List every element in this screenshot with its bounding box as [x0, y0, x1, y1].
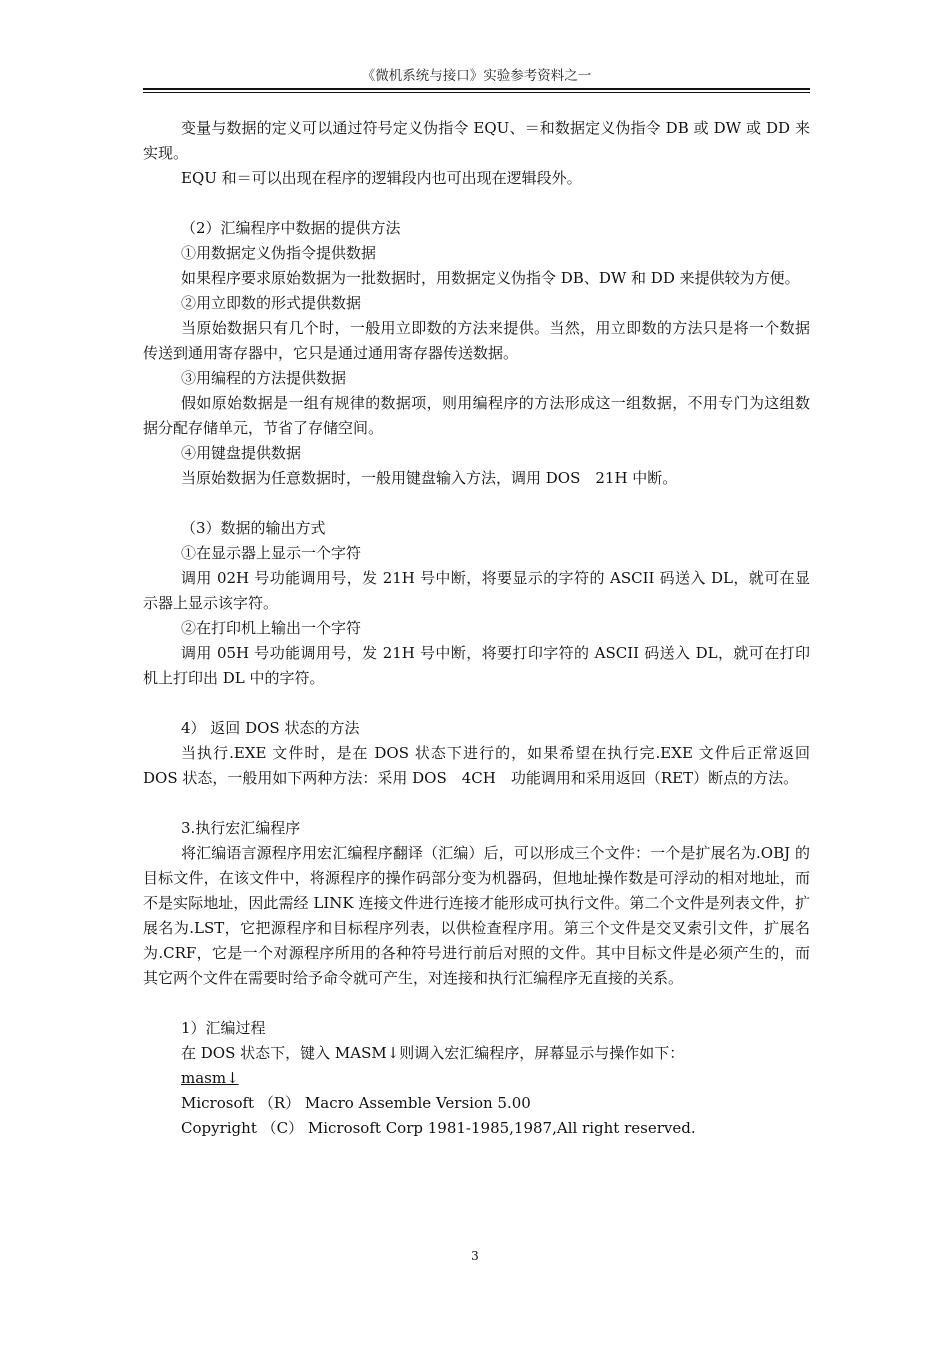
subsection-title: ②用立即数的形式提供数据	[181, 294, 362, 312]
command-text: masm↓	[181, 1069, 239, 1087]
paragraph: 变量与数据的定义可以通过符号定义伪指令 EQU、＝和数据定义伪指令 DB 或 DW 或 DD 来实现。	[143, 119, 810, 162]
section-heading: 1）汇编过程	[181, 1019, 266, 1037]
section-heading: （2）汇编程序中数据的提供方法	[181, 219, 401, 237]
subsection-title: ④用键盘提供数据	[181, 444, 302, 462]
console-output-line: Microsoft （R） Macro Assemble Version 5.00	[181, 1094, 531, 1112]
subsection-title: ②在打印机上输出一个字符	[181, 619, 362, 637]
subsection-title: ①在显示器上显示一个字符	[181, 544, 362, 562]
paragraph: 当原始数据为任意数据时，一般用键盘输入方法，调用 DOS 21H 中断。	[181, 469, 678, 487]
console-output-line: Copyright （C） Microsoft Corp 1981-1985,1987,All right reserved.	[181, 1119, 696, 1137]
paragraph: 调用 02H 号功能调用号，发 21H 号中断，将要显示的字符的 ASCII 码送入 DL，就可在显示器上显示该字符。	[143, 569, 810, 612]
section-heading: 4） 返回 DOS 状态的方法	[181, 719, 360, 737]
paragraph: 假如原始数据是一组有规律的数据项，则用编程序的方法形成这一组数据，不用专门为这组数据分配存储单元，节省了存储空间。	[143, 394, 810, 437]
subsection-title: ③用编程的方法提供数据	[181, 369, 347, 387]
paragraph: 当原始数据只有几个时，一般用立即数的方法来提供。当然，用立即数的方法只是将一个数据传送到通用寄存器中，它只是通过通用寄存器传送数据。	[143, 319, 810, 362]
header-rule-thin	[143, 92, 810, 93]
paragraph: 在 DOS 状态下，键入 MASM↓则调入宏汇编程序，屏幕显示与操作如下：	[181, 1044, 685, 1062]
paragraph: 调用 05H 号功能调用号，发 21H 号中断，将要打印字符的 ASCII 码送入 DL，就可在打印机上打印出 DL 中的字符。	[143, 644, 810, 687]
subsection-title: ①用数据定义伪指令提供数据	[181, 244, 377, 262]
command-line	[143, 1066, 810, 1091]
header-rule-thick	[143, 88, 810, 90]
page-number: 3	[471, 1249, 479, 1263]
paragraph: 将汇编语言源程序用宏汇编程序翻译（汇编）后，可以形成三个文件：一个是扩展名为.OBJ 的目标文件，在该文件中，将源程序的操作码部分变为机器码，但地址操作数是可浮动的相对地址，而不是实际地址，因此需经 LINK 连接文件进行连接才能形成可执行文件。第二个文件是列表文件，扩展名为.LST，它把源程序和目标程序列表，以供检查程序用。第三个文件是交叉索引文件，扩展名为.CRF，它是一个对源程序所用的各种符号进行前后对照的文件。其中目标文件是必须产生的，而其它两个文件在需要时给予命令就可产生，对连接和执行汇编程序无直接的关系。	[143, 844, 810, 987]
paragraph: 如果程序要求原始数据为一批数据时，用数据定义伪指令 DB、DW 和 DD 来提供较为方便。	[181, 269, 800, 287]
section-heading: （3）数据的输出方式	[181, 519, 326, 537]
paragraph: EQU 和＝可以出现在程序的逻辑段内也可出现在逻辑段外。	[181, 169, 582, 187]
section-heading: 3.执行宏汇编程序	[181, 819, 301, 837]
page-header: 《微机系统与接口》实验参考资料之一	[361, 68, 592, 84]
paragraph: 当执行.EXE 文件时，是在 DOS 状态下进行的，如果希望在执行完.EXE 文件后正常返回 DOS 状态，一般用如下两种方法：采用 DOS 4CH 功能调用和采用返回（RET）断点的方法。	[143, 744, 810, 787]
document-body	[143, 116, 810, 1141]
